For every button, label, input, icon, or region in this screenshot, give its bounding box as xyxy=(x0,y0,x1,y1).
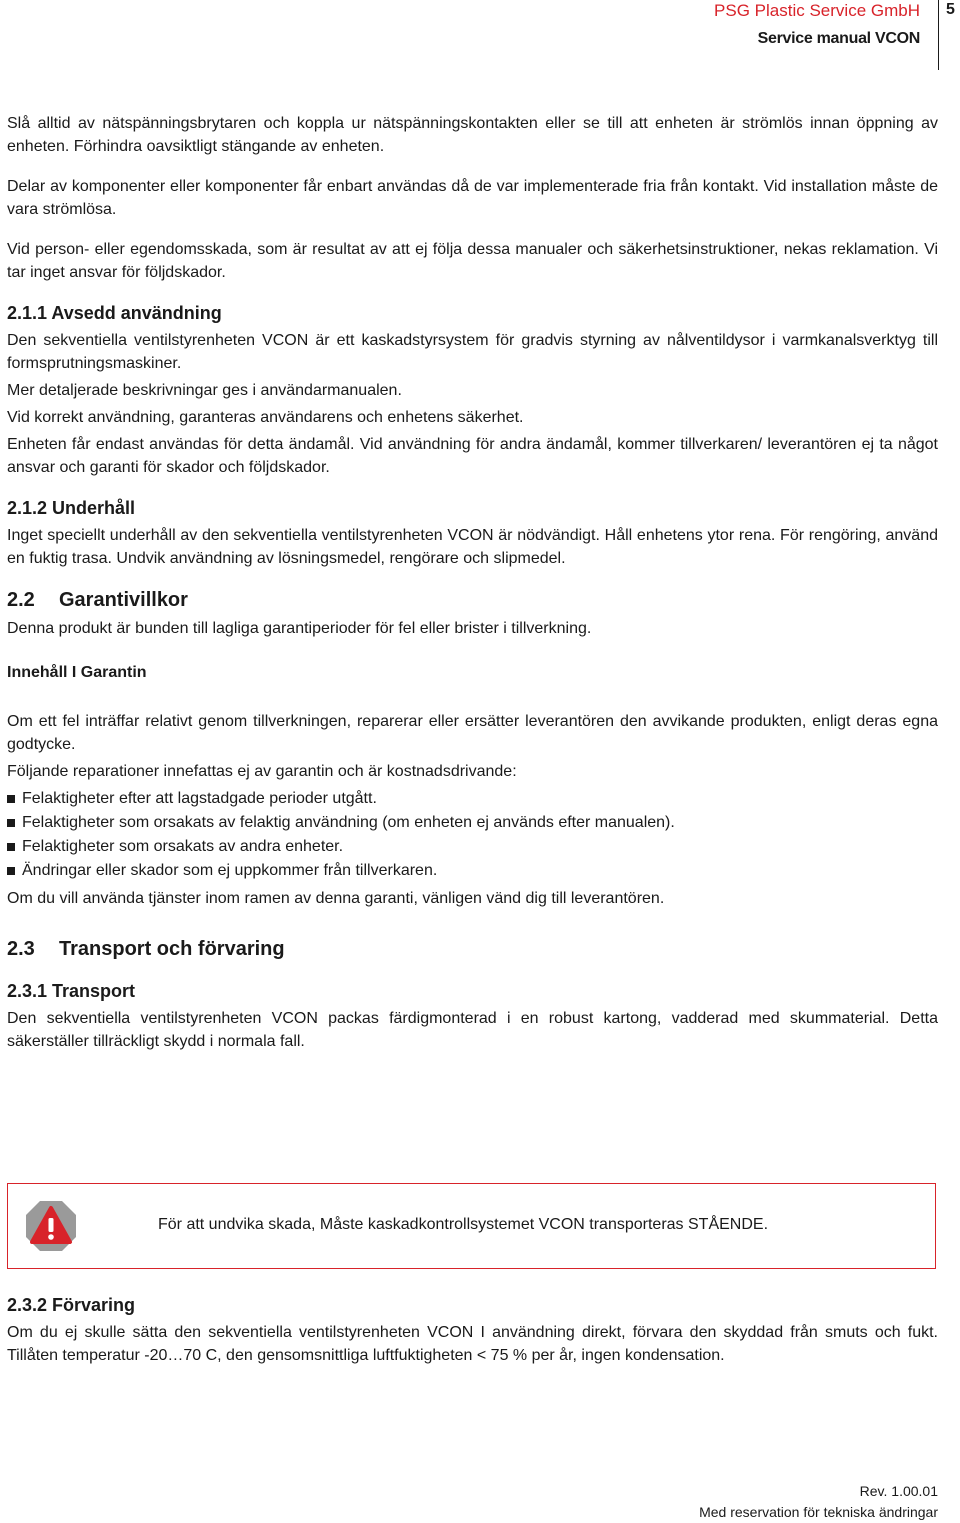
revision-label: Rev. 1.00.01 xyxy=(859,1483,938,1499)
heading-2-3-1: 2.3.1 Transport xyxy=(7,981,136,1001)
section-2-1-1-paragraph-1: Den sekventiella ventilstyrenheten VCON är ett kaskadstyrsystem för gradvis styrning av nålventildysor i varmkanalsverktyg till formsprutningsmaskiner. xyxy=(7,332,938,372)
warning-text: För att undvika skada, Måste kaskadkontrollsystemet VCON transporteras STÅENDE. xyxy=(158,1216,769,1233)
section-2-1-2-paragraph-1: Inget speciellt underhåll av den sekventiella ventilstyrenheten VCON är nödvändigt. Håll enhetens ytor rena. För rengöring, använd en fuktig trasa. Undvik användning av lösningsmedel, rengörare och slipmedel. xyxy=(7,527,938,567)
list-item: Felaktigheter som orsakats av andra enheter. xyxy=(7,835,938,859)
section-2-2-paragraph-3: Följande reparationer innefattas ej av garantin och är kostnadsdrivande: xyxy=(7,763,517,780)
page-number: 5 xyxy=(946,1,955,18)
heading-2-3-2: 2.3.2 Förvaring xyxy=(7,1295,136,1315)
section-2-3-1-paragraph-1: Den sekventiella ventilstyrenheten VCON packas färdigmonterad i en robust kartong, vadderad med skummaterial. Detta säkerställer tillräckligt skydd i normala fall. xyxy=(7,1010,938,1050)
heading-2-1-2: 2.1.2 Underhåll xyxy=(7,498,136,518)
company-name: PSG Plastic Service GmbH xyxy=(714,1,920,20)
section-2-2-paragraph-4: Om du vill använda tjänster inom ramen av denna garanti, vänligen vänd dig till leverantören. xyxy=(7,890,665,907)
storage-section xyxy=(7,1293,938,1367)
page-header xyxy=(650,0,920,50)
warranty-content-subheading: Innehåll I Garantin xyxy=(7,664,147,681)
bullet-square-icon xyxy=(7,795,15,803)
heading-2-2-title: Garantivillkor xyxy=(59,589,188,611)
bullet-square-icon xyxy=(7,819,15,827)
list-item: Felaktigheter efter att lagstadgade perioder utgått. xyxy=(7,787,938,811)
heading-2-3-number: 2.3 xyxy=(7,938,35,960)
section-2-1-1-paragraph-3: Vid korrekt användning, garanteras användarens och enhetens säkerhet. xyxy=(7,409,524,426)
heading-2-1-1: 2.1.1 Avsedd användning xyxy=(7,303,222,323)
section-2-1-1-paragraph-2: Mer detaljerade beskrivningar ges i användarmanualen. xyxy=(7,382,402,399)
bullet-square-icon xyxy=(7,867,15,875)
heading-2-3-title: Transport och förvaring xyxy=(59,938,285,960)
heading-2-3 xyxy=(7,936,938,962)
heading-2-2 xyxy=(7,587,938,613)
warning-box xyxy=(7,1183,936,1269)
footer-note: Med reservation för tekniska ändringar xyxy=(699,1504,938,1520)
warning-icon xyxy=(24,1199,78,1253)
main-content xyxy=(7,112,938,1053)
list-item: Felaktigheter som orsakats av felaktig användning (om enheten ej används efter manualen). xyxy=(7,811,938,835)
bullet-square-icon xyxy=(7,843,15,851)
section-2-2-paragraph-2: Om ett fel inträffar relativt genom tillverkningen, reparerar eller ersätter leverantören den avvikande produkten, enligt deras egna godtycke. xyxy=(7,713,938,753)
exclusions-list xyxy=(7,787,938,883)
section-2-2-paragraph-1: Denna produkt är bunden till lagliga garantiperioder för fel eller brister i tillverkning. xyxy=(7,620,592,637)
document-title: Service manual VCON xyxy=(757,30,920,47)
section-2-3-2-paragraph-1: Om du ej skulle sätta den sekventiella ventilstyrenheten VCON I användning direkt, förvara den skyddad från smuts och fukt. Tillåten temperatur -20…70 C, den gensomsnittliga luftfuktigheten < 75 % per år, ingen kondensation. xyxy=(7,1324,938,1364)
intro-paragraph-2: Delar av komponenter eller komponenter får enbart användas då de var implementerade fria från kontakt. Vid installation måste de vara strömlösa. xyxy=(7,178,938,218)
header-divider xyxy=(938,0,939,70)
heading-2-2-number: 2.2 xyxy=(7,589,35,611)
page-footer xyxy=(699,1481,938,1523)
intro-paragraph-1: Slå alltid av nätspänningsbrytaren och koppla ur nätspänningskontakten eller se till att enheten är strömlös innan öppning av enheten. Förhindra oavsiktligt stängande av enheten. xyxy=(7,115,938,155)
section-2-1-1-paragraph-4: Enheten får endast användas för detta ändamål. Vid användning för andra ändamål, kommer tillverkaren/ leverantören ej ta något ansvar och garanti för skador och följdskador. xyxy=(7,436,938,476)
intro-paragraph-3: Vid person- eller egendomsskada, som är resultat av att ej följa dessa manualer och säkerhetsinstruktioner, nekas reklamation. Vi tar inget ansvar för följdskador. xyxy=(7,241,938,281)
list-item: Ändringar eller skador som ej uppkommer från tillverkaren. xyxy=(7,859,938,883)
